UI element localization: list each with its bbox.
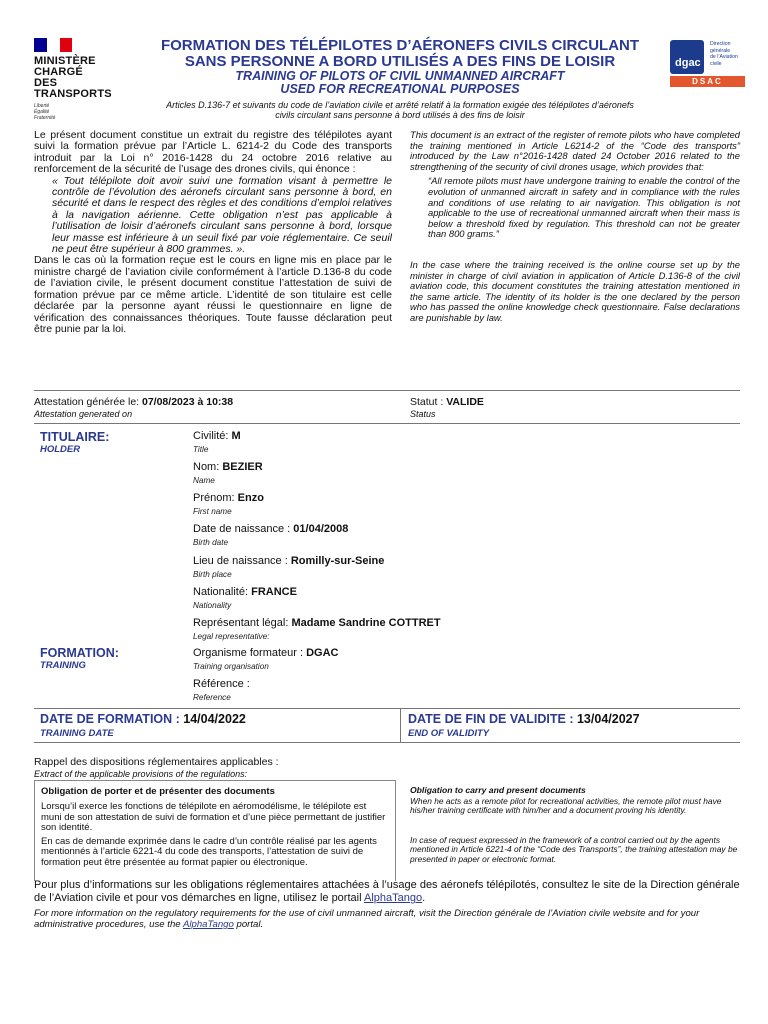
field-label-en: Name [193, 476, 215, 485]
motto-liberte: Liberté [34, 103, 50, 109]
field-label-en: First name [193, 507, 232, 516]
dgac-caption-line: Direction [710, 41, 731, 47]
rappel-box [34, 780, 396, 881]
footer-en-end: portal. [233, 919, 264, 930]
intro-en-paragraph-2: In the case where the training received is the online course set up by the minister in charge of civil aviation in application of Article D.136-8 of the civil aviation code, this document constitutes the training attestation mentioned in the same article. The identity of its holder is the one declared by the person who has passed the online knowledge check questionnaire. False declarations are punishable by law. [410, 258, 740, 323]
dgac-logo [670, 40, 745, 86]
alphatango-link[interactable]: AlphaTango [363, 892, 423, 905]
field-label-en: Birth date [193, 538, 229, 547]
training-heading: FORMATION: [40, 646, 119, 660]
title-fr-line-1: FORMATION DES TÉLÉPILOTES D’AÉRONEFS CIVILS CIRCULANT [160, 37, 640, 54]
field-prenom [193, 492, 733, 523]
rappel-title-en: Extract of the applicable provisions of the regulations: [34, 769, 248, 779]
ministry-logo [34, 38, 134, 121]
ministry-line-3: DES TRANSPORTS [34, 77, 112, 100]
field-label-en: Training organisation [193, 662, 269, 671]
footer-fr-end: . [422, 892, 426, 905]
dgac-logo-mark [670, 40, 704, 74]
training-date-en: TRAINING DATE [40, 728, 114, 739]
field-value: FRANCE [251, 586, 297, 598]
rappel-en-paragraph-2: In case of request expressed in the framework of a control carried out by the agents mentioned in Article 6221-4 of the “Code des Transports”, the training attestation may be presented in paper or electronic format. [410, 834, 738, 864]
field-value: 01/04/2008 [293, 523, 349, 535]
generated-date-en: Attestation generated on [34, 409, 133, 419]
divider [34, 390, 740, 391]
title-en-line-2: USED FOR RECREATIONAL PURPOSES [280, 82, 520, 96]
intro-fr-quote: « Tout télépilote doit avoir suivi une formation visant à permettre le contrôle de l’évolution des aéronefs circulant sans personne à bord, en sécurité et dans le respect des règles et des conditions d’emploi relatives à la navigation aérienne. Cette obligation n’est pas applicable à l’utilisation de loisir d’aéronefs circulant sans personne à bord, lorsque leur masse est inférieure à un seuil fixé par voie réglementaire. Ce seuil ne peut être supérieur à 800 grammes. ». [52, 174, 392, 256]
field-label: Prénom: [193, 492, 238, 504]
field-label-en: Reference [193, 693, 231, 702]
dgac-caption-line: générale [710, 47, 731, 54]
field-nationality [193, 586, 733, 617]
divider [34, 742, 740, 743]
field-value: M [231, 430, 241, 442]
validity-date-value: 13/04/2027 [576, 712, 640, 726]
validity-date-en: END OF VALIDITY [408, 728, 490, 739]
training-date [40, 712, 246, 726]
intro-fr-paragraph-1: Le présent document constitue un extrait du registre des télépilotes ayant suivi la formation prévue par l’Article L. 6214-2 du Code des transports introduit par la Loi n° 2016-1428 du 24 octobre 2016 relative au renforcement de la sécurité de l’usage des drones civils, qui énonce : [34, 129, 392, 176]
motto-egalite: Égalité [34, 109, 50, 115]
field-label: Civilité: [193, 430, 232, 442]
dgac-logo-text: dgac [675, 57, 701, 69]
ministry-line-2: CHARGÉ [34, 66, 83, 78]
document-title [140, 38, 660, 120]
field-legal-representative [193, 617, 733, 645]
french-flag-icon [34, 38, 72, 52]
field-label-en: Birth place [193, 570, 232, 579]
field-label-en: Legal representative: [193, 632, 270, 641]
field-label: Lieu de naissance : [193, 555, 291, 567]
generated-label: Attestation générée le: [34, 396, 142, 408]
field-label: Nationalité: [193, 586, 252, 598]
field-label: Représentant légal: [193, 617, 292, 629]
legal-articles-line-1: Articles D.136-7 et suivants du code de l’aviation civile et arrêté relatif à la formation exigée des télépilotes d’aéronefs [166, 100, 634, 110]
training-date-value: 14/04/2022 [183, 712, 246, 726]
validity-date-label: DATE DE FIN DE VALIDITE : [408, 712, 577, 726]
divider-vertical [400, 708, 401, 742]
generated-value: 07/08/2023 à 10:38 [142, 396, 234, 408]
footer-fr-text: Pour plus d’informations sur les obligations réglementaires attachées à l’usage des aéronefs télépilotés, consultez le site de la Direction générale de l’Aviation civile et pour vos démarches en ligne, utilisez le portail [34, 879, 740, 905]
field-value: Enzo [237, 492, 264, 504]
training-date-label: DATE DE FORMATION : [40, 712, 184, 726]
dgac-logo-caption [710, 41, 746, 67]
field-nom [193, 461, 733, 492]
republic-motto [34, 103, 134, 121]
rappel-en-heading: Obligation to carry and present documents [410, 785, 586, 795]
footer-french [34, 879, 744, 906]
field-label: Organisme formateur : [193, 647, 307, 659]
intro-fr-paragraph-2: Dans le cas où la formation reçue est le cours en ligne mis en place par le ministre chargé de l’aviation civile conformément à l’article D.136-8 du code de l’aviation civile, le présent document constitue l’attestation de suivi de formation prévue par ce même article. L’identité de son titulaire est celle déclarée par la personne ayant réussi le questionnaire en ligne de vérification des connaissances théoriques. Toute fausse déclaration peut être punie par la loi. [34, 254, 392, 335]
title-en-line-1: TRAINING OF PILOTS OF CIVIL UNMANNED AIRCRAFT [235, 69, 565, 83]
field-label: Nom: [193, 461, 223, 473]
field-value: BEZIER [222, 461, 263, 473]
field-value: DGAC [306, 647, 339, 659]
status-en: Status [410, 409, 436, 419]
field-value: Romilly-sur-Seine [290, 555, 385, 567]
dgac-caption-line: de l’Aviation [710, 54, 738, 60]
rappel-title: Rappel des dispositions réglementaires applicables : [34, 756, 279, 768]
legal-articles-line-2: civils circulant sans personne à bord utilisés à des fins de loisir [275, 110, 525, 120]
intro-en-quote: “All remote pilots must have undergone training to enable the control of the evolution of unmanned aircraft in safety and in compliance with the rules and conditions of use relating to air navigation. This obligation is not applicable to the use of recreational unmanned aircraft when their mass is below a threshold fixed by regulation. This threshold can not be greater than 800 grams.” [428, 175, 740, 240]
generated-date [34, 396, 233, 408]
status [410, 396, 484, 408]
intro-french [34, 130, 392, 335]
field-civilite [193, 430, 733, 461]
ministry-line-1: MINISTÈRE [34, 55, 96, 67]
field-birth-place [193, 555, 733, 586]
training-heading-en: TRAINING [40, 660, 86, 671]
intro-en-paragraph-1: This document is an extract of the register of remote pilots who have completed the training mentioned in Article L6214-2 of the “Code des transports” introduced by the Law n°2016-1428 dated 24 October 2016 related to the strengthening of the security of civil drones usage, which provides that: [410, 129, 740, 172]
holder-fields [193, 430, 733, 645]
validity-date [408, 712, 640, 726]
rappel-box-paragraph-2: En cas de demande exprimée dans le cadre d’un contrôle réalisé par les agents mentionnés à l’article 6221-4 du code des transports, l’attestation de suivi de formation peut être présentée au format papier ou électronique. [41, 835, 377, 868]
rappel-en-paragraph-1: When he acts as a remote pilot for recreational activities, the remote pilot must have his/her training certificate with him/her and a document proving his identity. [410, 796, 722, 816]
alphatango-link-en[interactable]: AlphaTango [182, 919, 234, 930]
intro-english [410, 130, 740, 324]
status-label: Statut : [410, 396, 447, 408]
holder-heading-en: HOLDER [40, 444, 81, 455]
training-fields [193, 647, 733, 709]
divider [34, 708, 740, 709]
dgac-caption-line: civile [710, 60, 722, 67]
field-value: Madame Sandrine COTTRET [291, 617, 441, 629]
motto-fraternite: Fraternité [34, 115, 56, 121]
dsac-banner: DSAC [670, 76, 745, 87]
rappel-english [410, 785, 740, 864]
divider [34, 423, 740, 424]
field-label: Référence : [193, 678, 250, 690]
rappel-box-heading: Obligation de porter et de présenter des documents [41, 786, 275, 797]
field-reference [193, 678, 733, 709]
field-label-en: Nationality [193, 601, 232, 610]
status-badge: VALIDE [446, 396, 484, 408]
field-birth-date [193, 523, 733, 555]
holder-heading: TITULAIRE: [40, 430, 110, 444]
field-organisation [193, 647, 733, 678]
field-label: Date de naissance : [193, 523, 294, 535]
rappel-box-paragraph-1: Lorsqu’il exerce les fonctions de télépilote en aéromodélisme, le télépilote est muni de son attestation de suivi de formation et d’une pièce permettant de justifier son identité. [41, 801, 386, 834]
title-fr-line-2: SANS PERSONNE A BORD UTILISÉS A DES FINS DE LOISIR [184, 53, 616, 70]
footer-en-text: For more information on the regulatory requirements for the use of civil unmanned aircraft, visit the Direction générale de l’Aviation civile website and for your administrative procedures, use the [34, 908, 700, 930]
field-label-en: Title [193, 445, 209, 454]
footer-english [34, 908, 744, 930]
